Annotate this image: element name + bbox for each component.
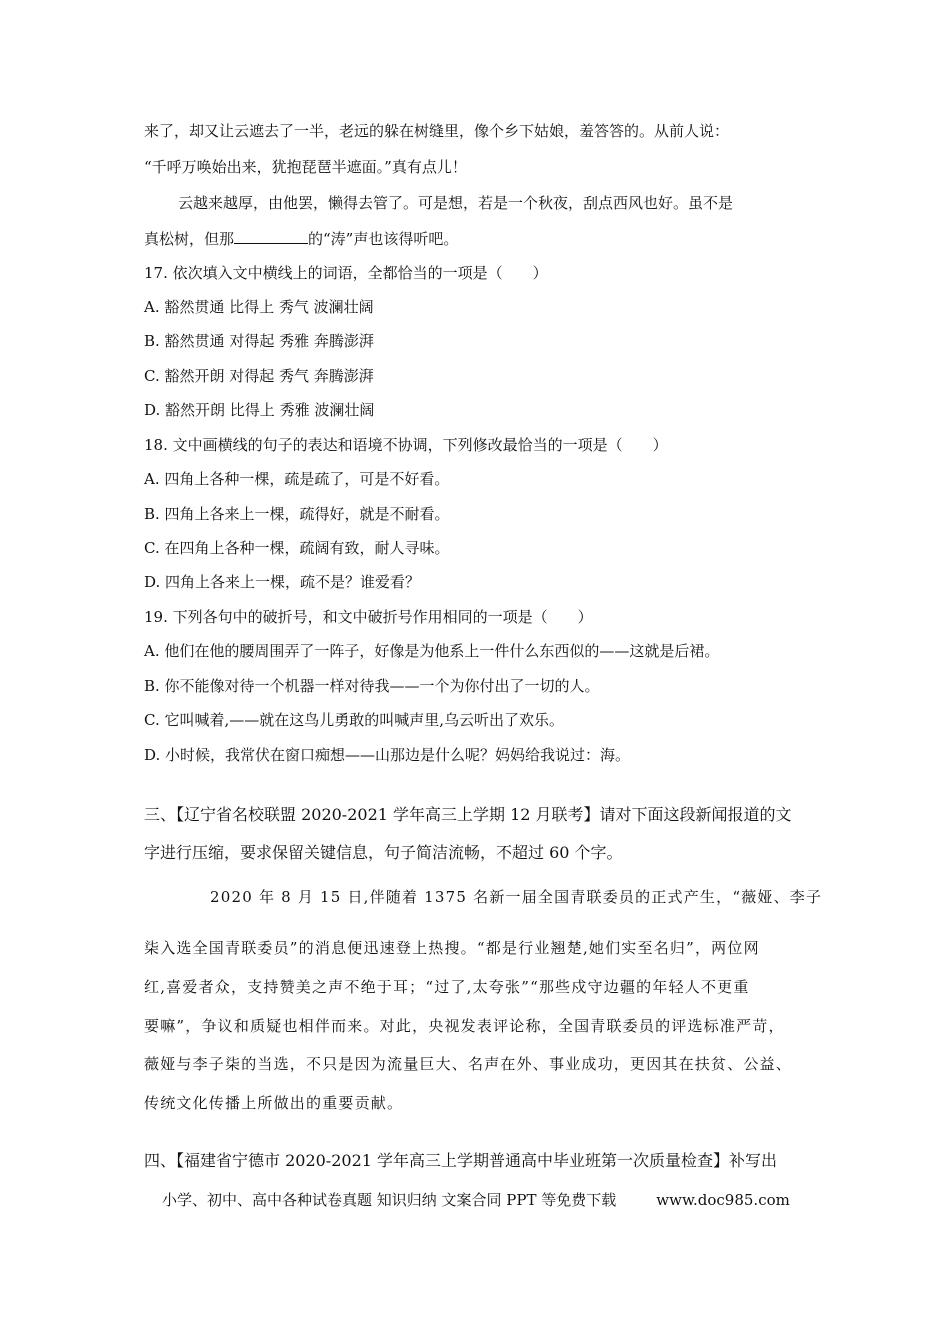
news-line-2: 柒入选全国青联委员”的消息便迅速登上热搜。“都是行业翘楚,她们实至名归”，两位网 (144, 939, 760, 957)
question-17-option-d: D. 豁然开朗 比得上 秀雅 波澜壮阔 (144, 401, 375, 419)
section-3-heading-line-1: 三、【辽宁省名校联盟 2020-2021 学年高三上学期 12 月联考】请对下面这段新闻报道的文 (144, 805, 792, 824)
question-19-option-c: C. 它叫喊着,——就在这鸟儿勇敢的叫喊声里,乌云听出了欢乐。 (144, 711, 565, 729)
section-3-heading-line-2: 字进行压缩，要求保留关键信息，句子简洁流畅，不超过 60 个字。 (144, 843, 623, 862)
question-19-option-b: B. 你不能像对待一个机器一样对待我——一个为你付出了一切的人。 (144, 677, 600, 695)
question-17-option-b: B. 豁然贯通 对得起 秀雅 奔腾澎湃 (144, 332, 374, 350)
passage-line-4-pre: 真松树，但那 (144, 230, 235, 248)
question-17-option-c: C. 豁然开朗 对得起 秀气 奔腾澎湃 (144, 367, 374, 385)
question-17-option-a: A. 豁然贯通 比得上 秀气 波澜壮阔 (144, 298, 374, 316)
news-line-4: 要嘛”，争议和质疑也相伴而来。对此，央视发表评论称，全国青联委员的评选标准严苛， (144, 1017, 785, 1035)
passage-line-4 (144, 229, 458, 249)
news-line-1: 2020 年 8 月 15 日,伴随着 1375 名新一届全国青联委员的正式产生，“薇娅、李子 (210, 888, 823, 906)
news-line-6: 传统文化传播上所做出的重要贡献。 (144, 1094, 404, 1112)
question-19-stem: 19. 下列各句中的破折号，和文中破折号作用相同的一项是（ ） (144, 608, 593, 626)
news-line-3: 红,喜爱者众，支持赞美之声不绝于耳；“过了,太夸张”“那些戍守边疆的年轻人不更重 (144, 978, 750, 996)
passage-line-4-post: 的“涛”声也该得听吧。 (308, 230, 459, 248)
question-18-option-c: C. 在四角上各种一棵，疏阔有致，耐人寻味。 (144, 539, 450, 557)
question-18-stem: 18. 文中画横线的句子的表达和语境不协调，下列修改最恰当的一项是（ ） (144, 436, 668, 454)
question-18-option-b: B. 四角上各来上一棵，疏得好，就是不耐看。 (144, 505, 450, 523)
question-19-option-a: A. 他们在他的腰周围弄了一阵子，好像是为他系上一件什么东西似的——这就是后裙。 (144, 642, 720, 660)
passage-line-2: “千呼万唤始出来，犹抱琵琶半遮面。”真有点儿！ (144, 158, 467, 176)
question-18-option-a: A. 四角上各种一棵，疏是疏了，可是不好看。 (144, 470, 450, 488)
question-19-option-d: D. 小时候，我常伏在窗口痴想——山那边是什么呢？妈妈给我说过：海。 (144, 746, 631, 764)
section-4-heading-line-1: 四、【福建省宁德市 2020-2021 学年高三上学期普通高中毕业班第一次质量检查】补写出 (144, 1151, 778, 1170)
question-17-stem: 17. 依次填入文中横线上的词语，全都恰当的一项是（ ） (144, 264, 548, 282)
page-footer (162, 1190, 790, 1210)
fill-in-blank (234, 229, 308, 244)
footer-text: 小学、初中、高中各种试卷真题 知识归纳 文案合同 PPT 等免费下载 (162, 1191, 617, 1209)
news-line-5: 薇娅与李子柒的当选，不只是因为流量巨大、名声在外、事业成功，更因其在扶贫、公益、 (144, 1055, 793, 1073)
passage-line-1: 来了，却又让云遮去了一半，老远的躲在树缝里，像个乡下姑娘，羞答答的。从前人说： (144, 122, 730, 140)
question-18-option-d: D. 四角上各来上一棵，疏不是？谁爱看？ (144, 573, 421, 591)
passage-line-3: 云越来越厚，由他罢，懒得去管了。可是想，若是一个秋夜，刮点西风也好。虽不是 (178, 194, 734, 212)
footer-url[interactable]: www.doc985.com (656, 1191, 790, 1209)
